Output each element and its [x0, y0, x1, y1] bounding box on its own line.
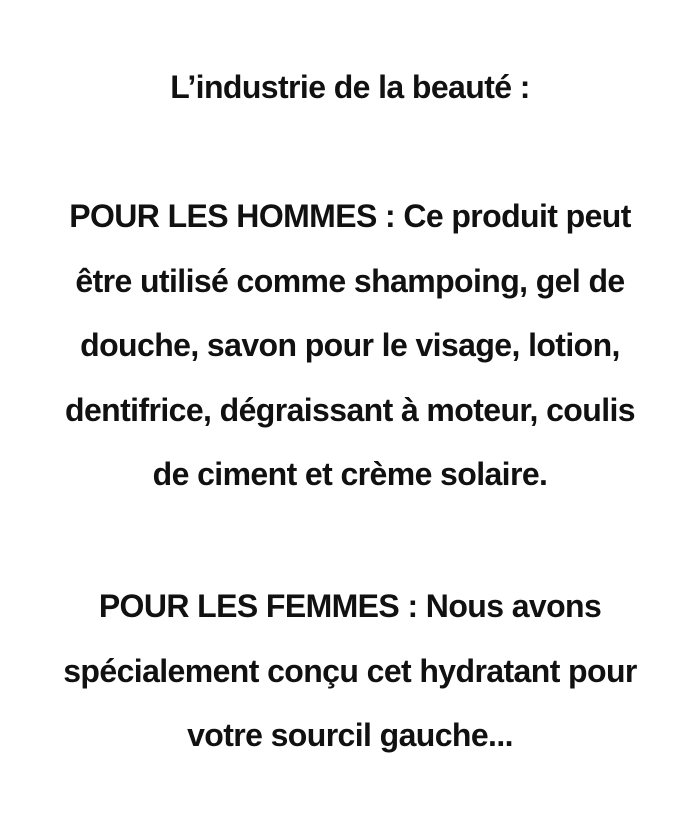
paragraph-femmes: [14, 574, 686, 768]
text-line: de ciment et crème solaire.: [152, 456, 548, 492]
text-line: votre sourcil gauche...: [187, 717, 513, 753]
text-line: douche, savon pour le visage, lotion,: [80, 327, 620, 363]
text-line: POUR LES FEMMES : Nous avons: [98, 588, 602, 624]
text-line: spécialement conçu cet hydratant pour: [63, 652, 637, 689]
text-line: être utilisé comme shampoing, gel de: [75, 262, 625, 299]
title-line: L’industrie de la beauté :: [170, 69, 530, 105]
text-line: POUR LES HOMMES : Ce produit peut: [69, 198, 631, 234]
text-line: dentifrice, dégraissant à moteur, coulis: [65, 391, 635, 428]
paragraph-hommes: [14, 184, 686, 507]
page-title: [14, 55, 686, 120]
